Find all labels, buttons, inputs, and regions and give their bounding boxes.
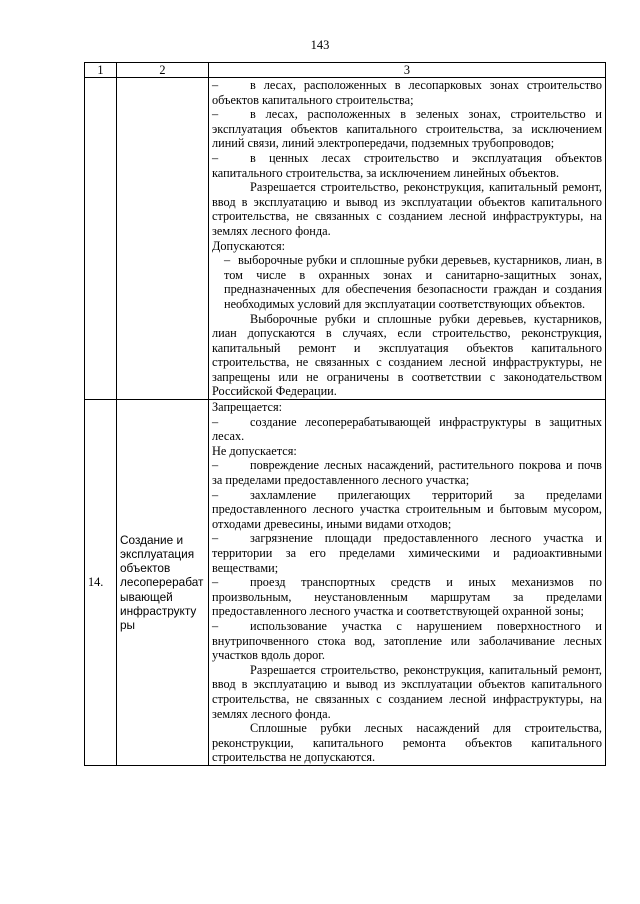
dash-marker: –: [212, 531, 219, 546]
paragraph-text: Разрешается строительство, реконструкция, капитальный ремонт, ввод в эксплуатацию и вывод из эксплуатации объектов капитального строительства, не связанных с созданием лесной инфраструктуры, на землях лесного фонда.: [212, 180, 602, 238]
table-row: [85, 78, 606, 400]
paragraph: [212, 107, 602, 151]
paragraph-text: в лесах, расположенных в лесопарковых зонах строительство объектов капитального строительства;: [212, 78, 602, 107]
paragraph-text: Не допускается:: [212, 443, 297, 458]
paragraph: [212, 239, 602, 254]
paragraph: [212, 78, 602, 107]
paragraph-text: в лесах, расположенных в зеленых зонах, строительство и эксплуатация объектов капитального строительства, за исключением линий связи, линий электропередачи, подземных трубопроводов;: [212, 107, 602, 151]
dash-marker: –: [212, 78, 219, 92]
paragraph-text: захламление прилегающих территорий за пределами предоставленного лесного участка строительным и бытовым мусором, отходами древесины, иными видами отходов;: [212, 487, 602, 531]
row-b-title-cell: Создание и эксплуатация объектов лесоперерабат ывающей инфраструкту ры: [117, 400, 209, 766]
paragraph-text: Выборочные рубки и сплошные рубки деревьев, кустарников, лиан допускаются в случаях, если строительство, реконструкция, капитальный ремонт и эксплуатация объектов капитального строительства, не связанных с созданием лесной инфраструктуры, не запрещены или не ограничены в соответствии с законодательством Российской Федерации.: [212, 311, 602, 399]
paragraph-text: Разрешается строительство, реконструкция, капитальный ремонт, ввод в эксплуатацию и вывод из эксплуатации объектов капитального строительства, не связанных с созданием лесной инфраструктуры, на землях лесного фонда.: [212, 662, 602, 721]
page-number: 143: [310, 38, 330, 52]
header-col-3: 3: [209, 63, 606, 78]
dash-marker: –: [212, 107, 219, 122]
paragraph-text: Сплошные рубки лесных насаждений для строительства, реконструкции, капитального ремонта объектов капитального строительства не допускаются.: [212, 721, 602, 765]
paragraph: [212, 531, 602, 575]
paragraph-text: создание лесоперерабатывающей инфраструктуры в защитных лесах.: [212, 414, 602, 444]
paragraph: [212, 400, 602, 415]
row-a-num-cell: [85, 78, 117, 400]
table-row: [85, 400, 606, 766]
paragraph: [212, 575, 602, 619]
dash-marker: –: [224, 253, 231, 268]
paragraph-text: Запрещается:: [212, 400, 283, 415]
paragraph: [212, 619, 602, 663]
header-col-1: 1: [85, 63, 117, 78]
dash-marker: –: [212, 618, 219, 633]
paragraph: [212, 253, 602, 311]
paragraph: [212, 488, 602, 532]
paragraph-text: выборочные рубки и сплошные рубки деревьев, кустарников, лиан, в том числе в охранных зонах и санитарно-защитных зонах, предназначенных для обеспечения безопасности граждан и создания необходимых условий для эксплуатации соответствующих объектов.: [224, 253, 602, 311]
dash-marker: –: [212, 487, 219, 502]
paragraph-text: Допускаются:: [212, 238, 286, 253]
paragraph: [212, 721, 602, 765]
paragraph-text: проезд транспортных средств и иных механизмов по произвольным, неустановленным маршрутам за пределами предоставленного лесного участка и соответствующей охранной зоны;: [212, 575, 602, 619]
requirements-table: [84, 62, 606, 766]
paragraph: [212, 444, 602, 459]
paragraph-text: использование участка с нарушением поверхностного и внутрипочвенного стока вод, затопление или заболачивание лесных участков вдоль дорог.: [212, 618, 602, 663]
paragraph: [212, 663, 602, 721]
dash-marker: –: [212, 414, 219, 429]
paragraph: [212, 312, 602, 400]
paragraph: [212, 180, 602, 238]
paragraph: [212, 458, 602, 487]
paragraph: [212, 415, 602, 444]
row-a-content-cell: [209, 78, 606, 400]
table-header-row: [85, 63, 606, 78]
paragraph-text: повреждение лесных насаждений, растительного покрова и почв за пределами предоставленного лесного участка;: [212, 458, 602, 488]
row-b-content-cell: [209, 400, 606, 766]
dash-marker: –: [212, 575, 219, 590]
paragraph-text: загрязнение площади предоставленного лесного участка и территории за его пределами химическими и радиоактивными веществами;: [212, 531, 602, 575]
row-b-num-cell: 14.: [85, 400, 117, 766]
paragraph: [212, 151, 602, 180]
row-a-title-cell: [117, 78, 209, 400]
dash-marker: –: [212, 458, 219, 473]
header-col-2: 2: [117, 63, 209, 78]
paragraph-text: в ценных лесах строительство и эксплуатация объектов капитального строительства, за исключением линейных объектов.: [212, 150, 602, 180]
dash-marker: –: [212, 150, 219, 165]
